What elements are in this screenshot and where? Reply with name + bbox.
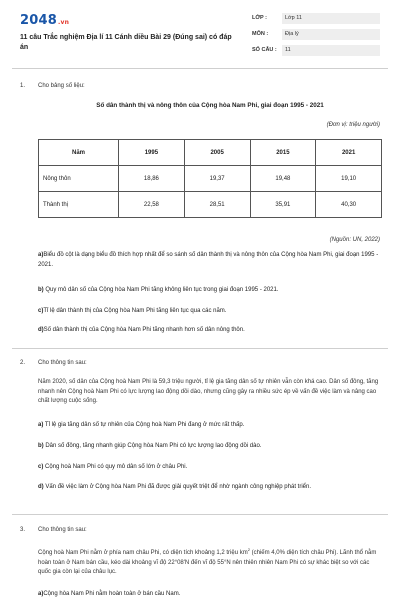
statement-text: Cộng hoà Nam Phi có quy mô dân số lớn ở châu Phi. <box>43 464 188 470</box>
logo-text: 2048 <box>20 13 57 28</box>
table-title: Số dân thành thị và nông thôn của Cộng hòa Nam Phi, giai đoạn 1995 - 2021 <box>96 102 324 109</box>
meta-count-value: 11 <box>282 45 380 56</box>
table-header-cell: 1995 <box>119 140 185 166</box>
table-cell: 28,51 <box>184 192 250 218</box>
meta-subject-label: MÔN : <box>252 31 269 37</box>
q2-statement-c <box>38 463 380 473</box>
question-3-intro: Cho thông tin sau: <box>38 527 87 533</box>
table-header-cell: Năm <box>39 140 119 166</box>
statement-label: b) <box>38 287 44 293</box>
q1-statement-d <box>38 326 380 336</box>
statement-label: d) <box>38 484 44 490</box>
header-divider <box>12 68 388 69</box>
table-header-row <box>39 140 382 166</box>
statement-text: Số dân thành thị của Cộng hòa Nam Phi tăng nhanh hơn số dân nông thôn. <box>43 327 245 333</box>
question-divider <box>12 514 388 515</box>
table-header-cell: 2021 <box>316 140 382 166</box>
meta-class-value: Lớp 11 <box>282 13 380 24</box>
site-logo[interactable] <box>20 13 69 28</box>
statement-label: a) <box>38 422 44 428</box>
page-header <box>0 0 400 66</box>
table-cell: Thành thị <box>39 192 119 218</box>
superscript: 2 <box>247 547 250 552</box>
table-cell: 19,37 <box>184 166 250 192</box>
question-3-number: 3. <box>20 527 26 533</box>
question-2-passage: Năm 2020, số dân của Cộng hoà Nam Phi là 59,3 triệu người, tỉ lệ gia tăng dân số tự nhiên vẫn còn khá cao. Dân số đông, tăng nhanh nên Cộng hoà Nam Phi có lực lượng lao động dồi dào, nhưng cũng gây ra nhiều sức ép về vấn đề việc làm và nâng cao chất lượng cuộc sống. <box>38 379 379 404</box>
statement-label: b) <box>38 443 44 449</box>
question-2-number: 2. <box>20 360 26 366</box>
statement-text: Dân số đông, tăng nhanh giúp Cộng hòa Nam Phi có lực lượng lao động dồi dào. <box>43 443 262 449</box>
table-cell: 40,30 <box>316 192 382 218</box>
statement-label: d) <box>38 327 44 333</box>
passage-part: Cộng hoà Nam Phi nằm ở phía nam châu Phi, có diện tích khoảng 1,2 triệu km <box>38 550 248 556</box>
statement-label: a) <box>38 591 44 597</box>
table-header-cell: 2015 <box>250 140 316 166</box>
meta-class-label: LỚP : <box>252 15 267 21</box>
table-cell: 18,86 <box>119 166 185 192</box>
document-title: 11 câu Trắc nghiệm Địa lí 11 Cánh diều Bài 29 (Đúng sai) có đáp án <box>20 34 232 51</box>
population-table <box>38 139 382 218</box>
table-unit: (Đơn vị: triệu người) <box>326 122 380 128</box>
meta-count <box>252 45 380 57</box>
table-cell: 19,10 <box>316 166 382 192</box>
meta-class <box>252 13 380 25</box>
question-1-number: 1. <box>20 83 26 89</box>
question-1-intro: Cho bảng số liệu: <box>38 83 85 89</box>
statement-label: c) <box>38 464 44 470</box>
statement-text: Vấn đề việc làm ở Cộng hòa Nam Phi đã được giải quyết triệt để nhờ ngành công nghiệp phát triển. <box>43 484 311 490</box>
meta-count-label: SỐ CÂU : <box>252 47 277 53</box>
statement-text: Tỉ lệ dân thành thị của Cộng hòa Nam Phi tăng liên tục qua các năm. <box>43 308 227 314</box>
table-cell: 19,48 <box>250 166 316 192</box>
question-divider <box>12 348 388 349</box>
q1-statement-a <box>38 251 380 270</box>
meta-subject <box>252 29 380 41</box>
q3-statement-a <box>38 590 380 600</box>
q1-statement-b <box>38 286 380 296</box>
table-row <box>39 166 382 192</box>
statement-label: c) <box>38 308 44 314</box>
table-source: (Nguồn: UN, 2022) <box>329 237 380 243</box>
table-cell: Nông thôn <box>39 166 119 192</box>
q2-statement-d <box>38 483 380 493</box>
statement-text: Tỉ lệ gia tăng dân số tự nhiên của Cộng hoà Nam Phi đang ở mức rất thấp. <box>43 422 245 428</box>
table-cell: 22,58 <box>119 192 185 218</box>
table-cell: 35,91 <box>250 192 316 218</box>
question-2-intro: Cho thông tin sau: <box>38 360 87 366</box>
table-header-cell: 2005 <box>184 140 250 166</box>
logo-suffix: .vn <box>57 19 70 26</box>
q2-statement-b <box>38 442 380 452</box>
statement-text: Cộng hòa Nam Phi nằm hoàn toàn ở bán cầu Nam. <box>43 591 181 597</box>
meta-subject-value: Địa lý <box>282 29 380 40</box>
table-row <box>39 192 382 218</box>
question-3-passage <box>38 545 380 578</box>
statement-label: a) <box>38 252 44 258</box>
q2-statement-a <box>38 421 380 431</box>
q1-statement-c <box>38 307 380 317</box>
statement-text: Quy mô dân số của Cộng hòa Nam Phi tăng không liên tục trong giai đoạn 1995 - 2021. <box>43 287 279 293</box>
passage-part: (chiếm 4,0% diện tích châu Phi). Lãnh thổ nằm hoàn toàn ở Nam bán cầu, kéo dài khoảng vĩ độ 22°08'N đến vĩ độ 55°N nên thiên nhiên Nam Phi có sự khác biệt so với các quốc gia còn lại của châu lục. <box>38 550 377 575</box>
statement-text: Biểu đồ cột là dạng biểu đồ thích hợp nhất để so sánh số dân thành thị và nông thôn của Cộng hòa Nam Phi, giai đoạn 1995 - 2021. <box>38 252 379 268</box>
